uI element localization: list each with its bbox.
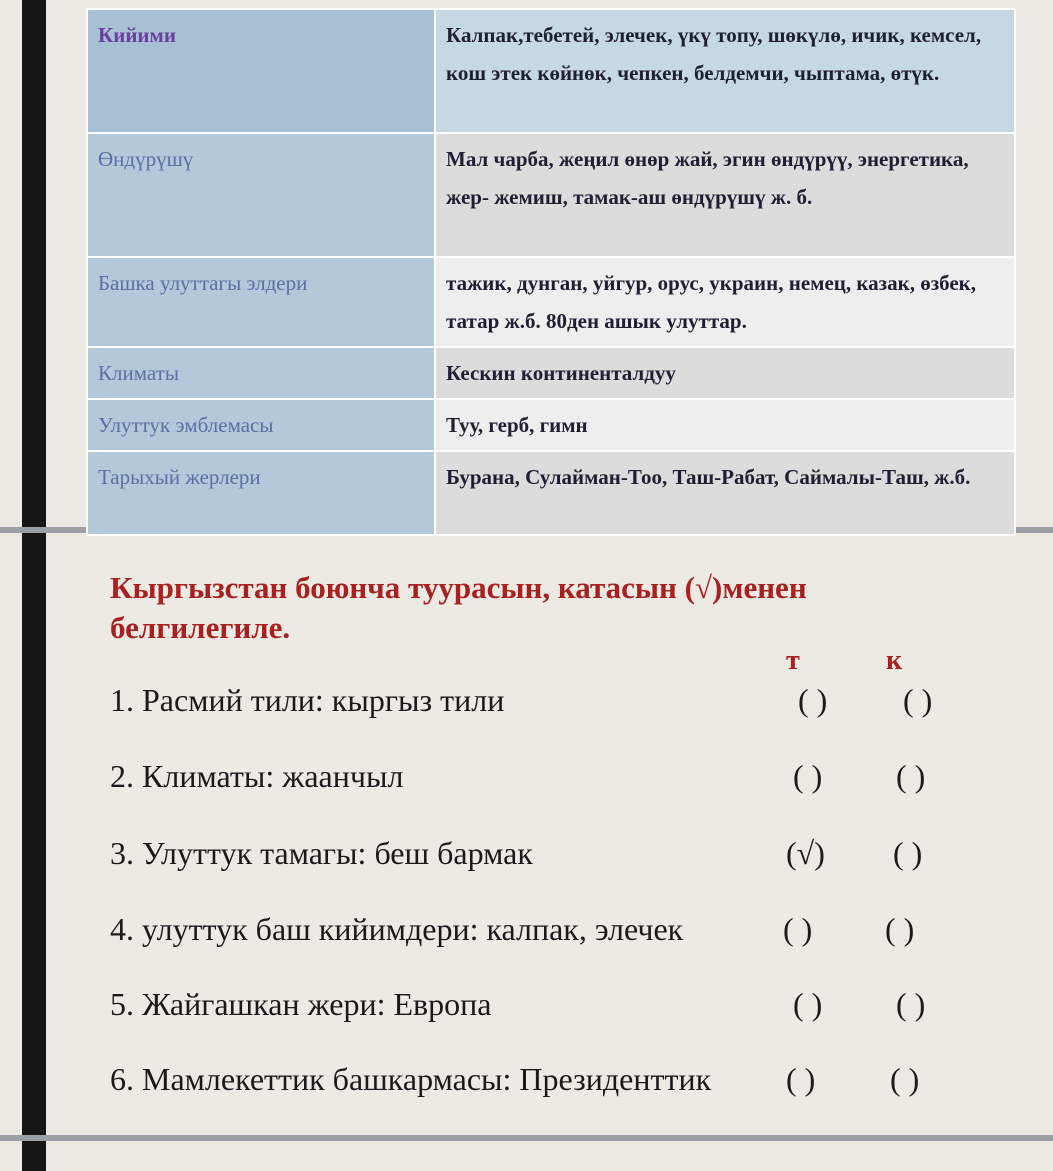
table-row bbox=[87, 257, 1015, 347]
quiz-item bbox=[110, 911, 1010, 951]
quiz-item-true-mark[interactable]: (√) bbox=[786, 835, 825, 871]
table-row bbox=[87, 399, 1015, 451]
divider-bottom bbox=[0, 1135, 1053, 1141]
quiz-item-true-mark[interactable]: ( ) bbox=[793, 986, 823, 1022]
row-label: Кийими bbox=[87, 9, 435, 133]
quiz-title: Кыргызстан боюнча туурасын, катасын (√)менен белгилегиле. bbox=[110, 570, 807, 645]
row-label: Климаты bbox=[87, 347, 435, 399]
column-false-header: к bbox=[886, 645, 903, 676]
quiz-item-false-mark[interactable]: ( ) bbox=[896, 758, 926, 794]
row-value: тажик, дунган, уйгур, орус, украин, немец, казак, өзбек, татар ж.б. 80ден ашык улуттар. bbox=[435, 257, 1015, 347]
row-value: Мал чарба, жеңил өнөр жай, эгин өндүрүү, энергетика, жер- жемиш, тамак-аш өндүрүшү ж. б. bbox=[435, 133, 1015, 257]
row-label: Тарыхый жерлери bbox=[87, 451, 435, 535]
quiz-item-false-mark[interactable]: ( ) bbox=[903, 682, 933, 718]
quiz-item-true-mark[interactable]: ( ) bbox=[793, 758, 823, 794]
table-row bbox=[87, 133, 1015, 257]
row-label: Улуттук эмблемасы bbox=[87, 399, 435, 451]
quiz-item-text: 2. Климаты: жаанчыл bbox=[110, 758, 404, 794]
row-value: Кескин континенталдуу bbox=[435, 347, 1015, 399]
quiz-item-true-mark[interactable]: ( ) bbox=[783, 911, 813, 947]
quiz-item-text: 6. Мамлекеттик башкармасы: Президенттик bbox=[110, 1061, 712, 1097]
quiz-item-false-mark[interactable]: ( ) bbox=[893, 835, 923, 871]
row-value: Калпак,тебетей, элечек, үкү топу, шөкүлө, ичик, кемсел, кош этек көйнөк, чепкен, белдемчи, чыптама, өтүк. bbox=[435, 9, 1015, 133]
table-row bbox=[87, 9, 1015, 133]
quiz-item-true-mark[interactable]: ( ) bbox=[786, 1061, 816, 1097]
quiz-item-text: 3. Улуттук тамагы: беш бармак bbox=[110, 835, 533, 871]
quiz-item-false-mark[interactable]: ( ) bbox=[885, 911, 915, 947]
table-row bbox=[87, 347, 1015, 399]
quiz-item bbox=[110, 1061, 1010, 1101]
row-value: Бурана, Сулайман-Тоо, Таш-Рабат, Саймалы-Таш, ж.б. bbox=[435, 451, 1015, 535]
quiz-item-text: 4. улуттук баш кийимдери: калпак, элечек bbox=[110, 911, 684, 947]
quiz-item-false-mark[interactable]: ( ) bbox=[896, 986, 926, 1022]
quiz-item-false-mark[interactable]: ( ) bbox=[890, 1061, 920, 1097]
left-border-bar bbox=[22, 0, 46, 1171]
info-table bbox=[86, 8, 1016, 536]
quiz-item bbox=[110, 835, 1010, 875]
quiz-item-text: 1. Расмий тили: кыргыз тили bbox=[110, 682, 505, 718]
row-value: Туу, герб, гимн bbox=[435, 399, 1015, 451]
quiz-item-true-mark[interactable]: ( ) bbox=[798, 682, 828, 718]
quiz-item-text: 5. Жайгашкан жери: Европа bbox=[110, 986, 492, 1022]
row-label: Өндүрүшү bbox=[87, 133, 435, 257]
column-true-header: т bbox=[786, 645, 800, 676]
quiz-item bbox=[110, 682, 1010, 722]
table-row bbox=[87, 451, 1015, 535]
quiz-item bbox=[110, 758, 1010, 798]
quiz-item bbox=[110, 986, 1010, 1026]
row-label: Башка улуттагы элдери bbox=[87, 257, 435, 347]
